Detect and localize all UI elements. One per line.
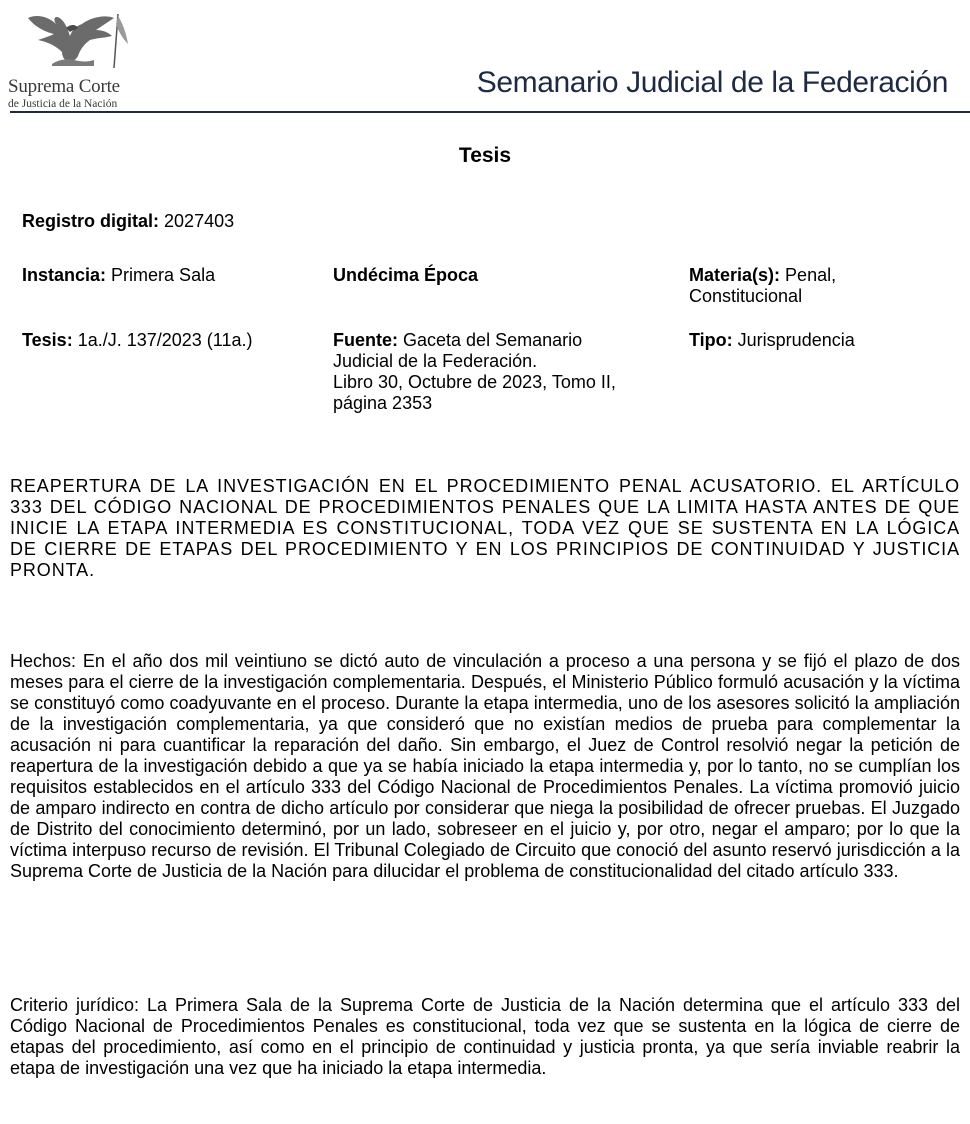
registro-value: 2027403 (164, 211, 235, 231)
materias-value-1: Penal, (785, 265, 837, 285)
instancia-value: Primera Sala (111, 265, 216, 285)
tesis-label: Tesis: (22, 330, 73, 350)
tesis-heading: REAPERTURA DE LA INVESTIGACIÓN EN EL PROCEDIMIENTO PENAL ACUSATORIO. EL ARTÍCULO 333 DEL CÓDIGO NACIONAL DE PROCEDIMIENTOS PENALES QUE LA LIMITA HASTA ANTES DE QUE INICIE LA ETAPA INTERMEDIA ES CONSTITUCIONAL, TODA VEZ QUE SE SUSTENTA EN LA LÓGICA DE CIERRE DE ETAPAS DEL PROCEDIMIENTO Y EN LOS PRINCIPIOS DE CONTINUIDAD Y JUSTICIA PRONTA. (10, 476, 960, 580)
fuente-label: Fuente: (333, 330, 398, 350)
eagle-emblem-icon (22, 8, 132, 74)
epoca (333, 265, 478, 286)
hechos-paragraph: Hechos: En el año dos mil veintiuno se dictó auto de vinculación a proceso a una persona y se fijó el plazo de dos meses para el cierre de la investigación complementaria. Después, el Ministerio Público formuló acusación y la víctima se constituyó como coadyuvante en el proceso. Durante la etapa intermedia, uno de los asesores solicitó la ampliación de la investigación complementaria, ya que consideró que no existían medios de prueba para complementar la acusación ni para cuantificar la reparación del daño. Sin embargo, el Juez de Control resolvió negar la petición de reapertura de la investigación debido a que ya se había iniciado la etapa intermedia y, por lo tanto, no se cumplían los requisitos establecidos en el artículo 333 del Código Nacional de Procedimientos Penales. La víctima promovió juicio de amparo indirecto en contra de dicho artículo por considerar que niega la posibilidad de ofrecer pruebas. El Juzgado de Distrito del conocimiento determinó, por un lado, sobreseer en el juicio y, por otro, negar el amparo; por lo que la víctima interpuso recurso de revisión. El Tribunal Colegiado de Circuito que conoció del asunto reservó jurisdicción a la Suprema Corte de Justicia de la Nación para dilucidar el problema de constitucionalidad del citado artículo 333. (10, 651, 960, 881)
materias-label: Materia(s): (689, 265, 781, 285)
criterio-paragraph: Criterio jurídico: La Primera Sala de la Suprema Corte de Justicia de la Nación determina que el artículo 333 del Código Nacional de Procedimientos Penales es constitucional, toda vez que se sustenta en la lógica de cierre de etapas del procedimiento, así como en el principio de continuidad y justicia pronta, ya que sería inviable reabrir la etapa de investigación una vez que ha iniciado la etapa intermedia. (10, 995, 960, 1078)
header-divider (10, 111, 970, 113)
document-type-title: Tesis (458, 144, 512, 167)
tipo (689, 330, 855, 351)
tesis-value: 1a./J. 137/2023 (11a.) (77, 330, 253, 350)
fuente-line-2: Judicial de la Federación. (333, 351, 538, 371)
materias (689, 265, 836, 307)
tipo-value: Jurisprudencia (737, 330, 855, 350)
materias-value-2: Constitucional (689, 286, 803, 306)
scjn-logo (8, 8, 158, 112)
fuente (333, 330, 616, 414)
instancia-label: Instancia: (22, 265, 107, 285)
epoca-value: Undécima Época (333, 265, 479, 285)
registro-digital (22, 211, 234, 232)
logo-institution-subtitle: de Justicia de la Nación (8, 98, 118, 110)
tesis-number (22, 330, 253, 351)
fuente-line-1: Gaceta del Semanario (403, 330, 583, 350)
journal-title: Semanario Judicial de la Federación (476, 66, 948, 99)
tipo-label: Tipo: (689, 330, 733, 350)
logo-institution-name: Suprema Corte (8, 76, 120, 97)
fuente-line-3: Libro 30, Octubre de 2023, Tomo II, (333, 372, 616, 392)
instancia (22, 265, 215, 286)
registro-label: Registro digital: (22, 211, 160, 231)
page-header (0, 0, 970, 116)
fuente-line-4: página 2353 (333, 393, 433, 413)
